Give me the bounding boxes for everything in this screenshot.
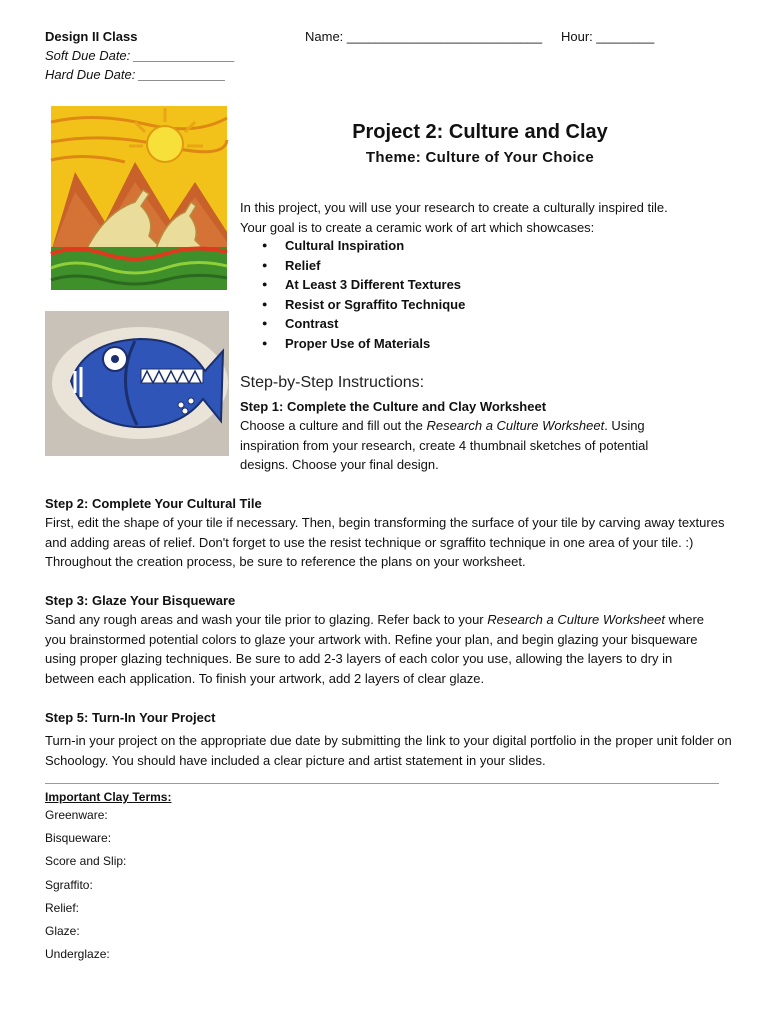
term-relief: Relief:	[45, 901, 80, 915]
section-divider	[45, 783, 719, 784]
step-3-body	[45, 610, 723, 688]
goal-item: ● Proper Use of Materials	[240, 334, 700, 354]
term-greenware: Greenware:	[45, 808, 108, 822]
kangaroo-tile-image	[45, 102, 229, 292]
step-1-body	[240, 416, 688, 475]
intro-line-1: In this project, you will use your research to create a culturally inspired tile.	[240, 200, 668, 215]
step-3-text: Sand any rough areas and wash your tile prior to glazing. Refer back to your	[45, 612, 488, 627]
step-5-body: Turn-in your project on the appropriate due date by submitting the link to your digital portfolio in the proper unit folder on Schoology. You should have included a clear picture and artist statement in your slides.	[45, 733, 732, 768]
soft-due-date: Soft Due Date: ______________	[45, 48, 236, 63]
step-2-body: First, edit the shape of your tile if necessary. Then, begin transforming the surface of your tile by carving away textures and adding areas of relief. Don't forget to use the resist technique or sgraffito technique in one area of your tile. :) Throughout the creation process, be sure to reference the plans on your worksheet.	[45, 515, 725, 569]
goal-item: ● Contrast	[240, 314, 700, 334]
step-5-heading: Step 5: Turn-In Your Project	[45, 710, 216, 725]
step-1-worksheet-name: Research a Culture Worksheet	[426, 418, 605, 433]
instructions-heading: Step-by-Step Instructions:	[240, 374, 425, 391]
step-1-heading: Step 1: Complete the Culture and Clay Worksheet	[240, 399, 547, 414]
intro-text	[240, 198, 720, 237]
goal-item: ● At Least 3 Different Textures	[240, 275, 700, 295]
step-3-worksheet-name: Research a Culture Worksheet	[487, 612, 665, 627]
page-subtitle: Theme: Culture of Your Choice	[365, 149, 595, 166]
term-glaze: Glaze:	[45, 924, 80, 938]
name-field: Name: ___________________________	[305, 29, 543, 44]
hour-field: Hour: ________	[561, 29, 655, 44]
goals-list	[240, 236, 700, 353]
step-3-text-end: where you brainstormed potential colors to glaze your artwork with. Refine your plan, and begin glazing your bisqueware using proper glazing techniques. Be sure to add 2-3 layers of each color you use, allowing the layers to dry in between each application. To finish your artwork, add 2 layers of clear glaze.	[45, 612, 705, 686]
fish-tile-image	[45, 311, 229, 456]
hard-due-date: Hard Due Date: ____________	[45, 67, 226, 82]
goal-item: ● Resist or Sgraffito Technique	[240, 295, 700, 315]
page-title: Project 2: Culture and Clay	[352, 121, 608, 143]
intro-line-2: Your goal is to create a ceramic work of art which showcases:	[240, 219, 595, 235]
goal-item: ● Cultural Inspiration	[240, 236, 700, 256]
class-name: Design II Class	[45, 29, 138, 44]
term-bisqueware: Bisqueware:	[45, 831, 112, 845]
goal-item: ● Relief	[240, 256, 700, 276]
step-1-text: Choose a culture and fill out the	[240, 418, 427, 433]
term-score-and-slip: Score and Slip:	[45, 854, 127, 868]
term-underglaze: Underglaze:	[45, 947, 110, 961]
step-3-heading: Step 3: Glaze Your Bisqueware	[45, 593, 236, 608]
term-sgraffito: Sgraffito:	[45, 878, 93, 892]
step-1-text-end: . Using inspiration from your research, create 4 thumbnail sketches of potential designs. Choose your final design.	[240, 418, 649, 472]
terms-heading: Important Clay Terms:	[45, 790, 172, 804]
step-2-heading: Step 2: Complete Your Cultural Tile	[45, 496, 262, 511]
